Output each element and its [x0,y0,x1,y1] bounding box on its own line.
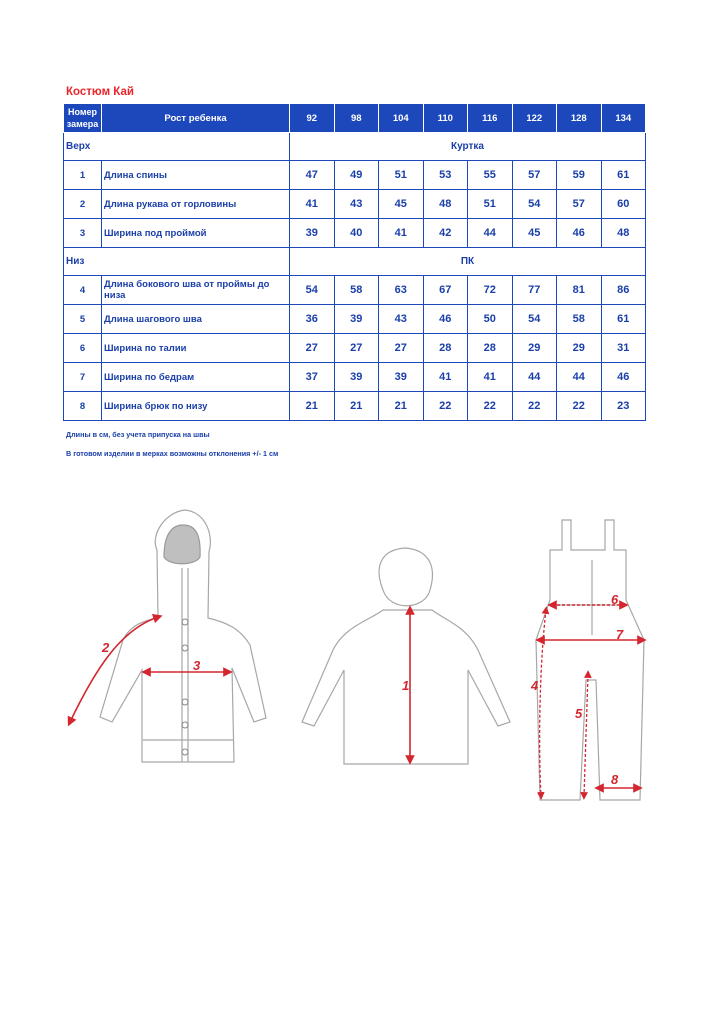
size-header: 92 [290,104,335,133]
table-cell: 37 [290,363,335,392]
measure-number: 2 [64,190,102,219]
table-cell: 41 [379,219,424,248]
size-header: 128 [557,104,602,133]
table-cell: 42 [423,219,468,248]
size-header: 116 [468,104,513,133]
table-cell: 22 [512,392,557,421]
table-cell: 44 [468,219,513,248]
size-header: 104 [379,104,424,133]
measure-label: Ширина по бедрам [102,363,290,392]
table-cell: 55 [468,161,513,190]
table-cell: 48 [601,219,646,248]
section-row-bottom [64,248,646,276]
group-label: Куртка [290,133,646,161]
table-cell: 39 [379,363,424,392]
table-cell: 28 [423,334,468,363]
group-label: ПК [290,248,646,276]
table-row [64,334,646,363]
table-cell: 22 [557,392,602,421]
table-cell: 54 [512,305,557,334]
table-cell: 46 [601,363,646,392]
child-height-header: Рост ребенка [102,104,290,133]
table-cell: 45 [512,219,557,248]
size-header: 110 [423,104,468,133]
table-cell: 27 [334,334,379,363]
table-cell: 29 [512,334,557,363]
jacket-back-drawing [302,548,510,764]
table-cell: 67 [423,276,468,305]
measure-label-2: 2 [102,640,110,655]
measure-label: Ширина под проймой [102,219,290,248]
table-cell: 41 [468,363,513,392]
table-cell: 22 [423,392,468,421]
table-row [64,305,646,334]
measure-label: Ширина по талии [102,334,290,363]
table-row [64,161,646,190]
table-cell: 50 [468,305,513,334]
table-cell: 46 [423,305,468,334]
table-cell: 41 [423,363,468,392]
table-cell: 29 [557,334,602,363]
measure-number: 3 [64,219,102,248]
table-cell: 61 [601,161,646,190]
table-cell: 63 [379,276,424,305]
table-cell: 41 [290,190,335,219]
size-header: 98 [334,104,379,133]
table-cell: 61 [601,305,646,334]
table-cell: 60 [601,190,646,219]
measure-number: 8 [64,392,102,421]
measure-label-7: 7 [616,627,624,642]
measure-line-4 [540,610,546,796]
size-header: 134 [601,104,646,133]
table-header-row [64,104,646,133]
table-cell: 43 [334,190,379,219]
measure-label-6: 6 [611,592,619,607]
table-cell: 39 [334,305,379,334]
table-cell: 39 [290,219,335,248]
measure-number-header: Номер замера [64,104,102,133]
section-label: Низ [64,248,290,276]
table-row [64,219,646,248]
table-cell: 44 [512,363,557,392]
measure-label: Длина рукава от горловины [102,190,290,219]
table-cell: 36 [290,305,335,334]
table-cell: 21 [379,392,424,421]
table-cell: 45 [379,190,424,219]
size-table [63,103,646,421]
note-tolerance: В готовом изделии в мерках возможны отклонения +/- 1 см [66,449,279,458]
measure-number: 4 [64,276,102,305]
table-cell: 49 [334,161,379,190]
table-row [64,276,646,305]
table-cell: 51 [379,161,424,190]
measure-number: 7 [64,363,102,392]
table-cell: 58 [334,276,379,305]
table-cell: 58 [557,305,602,334]
note-units: Длины в см, без учета припуска на швы [66,430,210,439]
measure-number: 1 [64,161,102,190]
table-cell: 28 [468,334,513,363]
section-label: Верх [64,133,290,161]
table-cell: 59 [557,161,602,190]
table-cell: 48 [423,190,468,219]
table-cell: 57 [557,190,602,219]
measure-label-4: 4 [531,678,539,693]
measure-number: 5 [64,305,102,334]
table-cell: 39 [334,363,379,392]
table-cell: 27 [290,334,335,363]
overalls-drawing [536,520,644,800]
table-cell: 46 [557,219,602,248]
table-cell: 23 [601,392,646,421]
jacket-front-drawing [100,510,266,762]
page-title: Костюм Кай [66,86,134,98]
measure-label-1: 1 [402,678,410,693]
measure-label: Длина бокового шва от проймы до низа [102,276,290,305]
table-cell: 54 [290,276,335,305]
table-row [64,392,646,421]
table-cell: 31 [601,334,646,363]
table-cell: 57 [512,161,557,190]
table-cell: 86 [601,276,646,305]
size-header: 122 [512,104,557,133]
table-cell: 43 [379,305,424,334]
table-cell: 53 [423,161,468,190]
measure-label-8: 8 [611,772,619,787]
table-cell: 54 [512,190,557,219]
measurement-diagram [0,500,709,820]
table-cell: 21 [290,392,335,421]
measure-label: Длина спины [102,161,290,190]
measure-label: Ширина брюк по низу [102,392,290,421]
measure-label-5: 5 [575,706,583,721]
measure-label: Длина шагового шва [102,305,290,334]
table-cell: 44 [557,363,602,392]
table-row [64,190,646,219]
table-cell: 21 [334,392,379,421]
table-row [64,363,646,392]
measure-label-3: 3 [193,658,201,673]
table-cell: 40 [334,219,379,248]
table-cell: 51 [468,190,513,219]
table-cell: 47 [290,161,335,190]
measure-number: 6 [64,334,102,363]
table-cell: 77 [512,276,557,305]
table-cell: 72 [468,276,513,305]
section-row-top [64,133,646,161]
table-cell: 81 [557,276,602,305]
measure-line-5 [584,674,588,796]
table-cell: 22 [468,392,513,421]
table-cell: 27 [379,334,424,363]
jacket-snap-buttons [182,619,188,755]
